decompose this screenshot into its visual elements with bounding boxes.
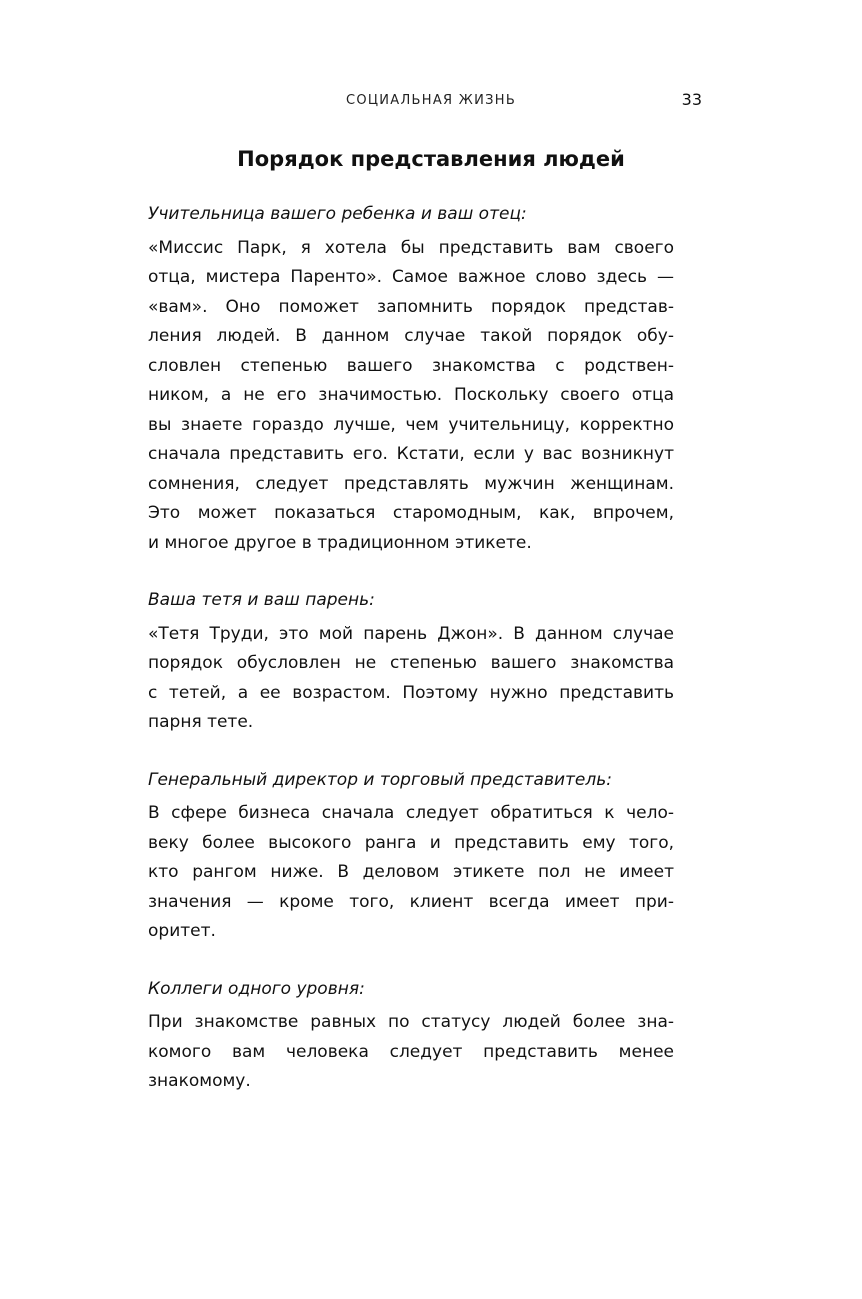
text-line: ления людей. В данном случае такой порядок обу- bbox=[148, 326, 674, 346]
section-teacher-and-father bbox=[148, 200, 674, 558]
text-line: «Миссис Парк, я хотела бы представить вам своего bbox=[148, 237, 674, 258]
text-line: кто рангом ниже. В деловом этикете пол не имеет bbox=[148, 862, 674, 882]
section-ceo-and-sales-rep bbox=[148, 766, 674, 947]
text-line: вы знаете гораздо лучше, чем учительницу, корректно bbox=[148, 414, 674, 435]
page-number: 33 bbox=[681, 90, 702, 109]
text-line: значения — кроме того, клиент всегда имеет при- bbox=[148, 891, 674, 912]
text-line: Это может показаться старомодным, как, впрочем, bbox=[148, 503, 674, 523]
text-line: сначала представить его. Кстати, если у вас возникнут bbox=[148, 444, 674, 464]
section-subheading: Ваша тетя и ваш парень: bbox=[148, 590, 375, 610]
running-head: СОЦИАЛЬНАЯ ЖИЗНЬ bbox=[345, 93, 517, 108]
text-line: комого вам человека следует представить менее bbox=[148, 1041, 674, 1062]
text-line: оритет. bbox=[148, 921, 216, 941]
text-line: парня тете. bbox=[148, 712, 254, 732]
text-line: «вам». Оно поможет запомнить порядок представ- bbox=[148, 296, 674, 317]
body-text bbox=[148, 200, 674, 1125]
text-line: При знакомстве равных по статусу людей более зна- bbox=[148, 1012, 674, 1032]
text-line: веку более высокого ранга и представить ему того, bbox=[148, 832, 674, 853]
section-peer-colleagues bbox=[148, 975, 674, 1097]
text-line: В сфере бизнеса сначала следует обратиться к чело- bbox=[148, 803, 674, 823]
text-line: знакомому. bbox=[148, 1071, 251, 1091]
text-line: отца, мистера Паренто». Самое важное слово здесь — bbox=[148, 267, 674, 287]
text-line: порядок обусловлен не степенью вашего знакомства bbox=[148, 653, 674, 673]
text-line: и многое другое в традиционном этикете. bbox=[148, 532, 532, 553]
section-title: Порядок представления людей bbox=[237, 147, 625, 171]
text-line: ником, а не его значимостью. Поскольку своего отца bbox=[148, 385, 674, 405]
section-subheading: Коллеги одного уровня: bbox=[148, 978, 365, 999]
text-line: сомнения, следует представлять мужчин женщинам. bbox=[148, 473, 674, 494]
section-subheading: Учительница вашего ребенка и ваш отец: bbox=[148, 204, 527, 224]
section-aunt-and-boyfriend bbox=[148, 586, 674, 738]
text-line: с тетей, а ее возрастом. Поэтому нужно представить bbox=[148, 682, 674, 703]
text-line: «Тетя Труди, это мой парень Джон». В данном случае bbox=[148, 623, 674, 644]
section-subheading: Генеральный директор и торговый представитель: bbox=[148, 769, 613, 790]
text-line: словлен степенью вашего знакомства с родствен- bbox=[148, 355, 674, 376]
